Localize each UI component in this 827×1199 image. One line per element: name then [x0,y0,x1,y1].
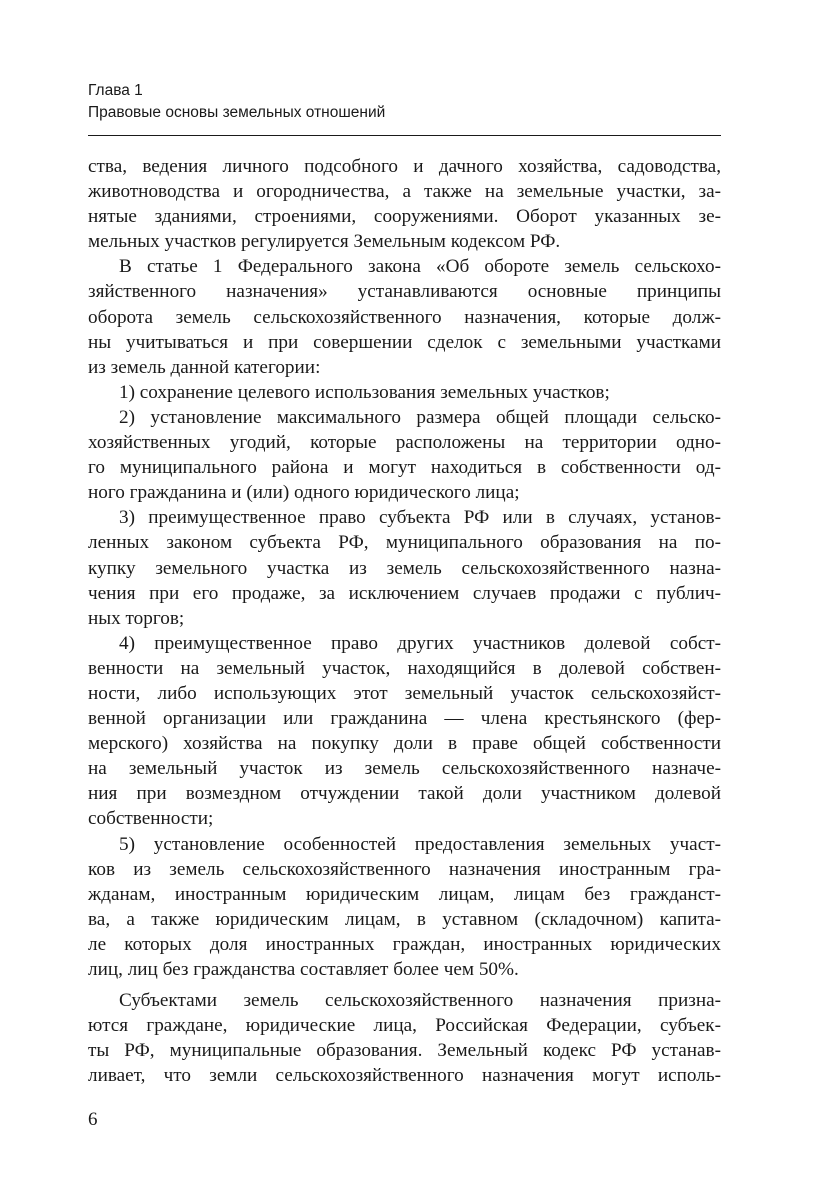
text-line: ния при возмездном отчуждении такой доли участником долевой [88,783,721,805]
text-line: ва, а также юридическим лицам, в уставном (складочном) капита- [88,908,721,930]
text-line: 5) установление особенностей предоставления земельных участ- [119,833,721,855]
page-number: 6 [88,1109,98,1130]
list-item-1 [88,380,721,405]
text-line: 3) преимущественное право субъекта РФ или в случаях, установ- [119,507,721,529]
text-line: на земельный участок из земель сельскохозяйственного назначе- [88,758,721,780]
text-line: ны учитываться и при совершении сделок с земельными участками [88,331,721,353]
text-line: из земель данной категории: [88,356,321,378]
text-line: ливает, что земли сельскохозяйственного назначения могут исполь- [88,1065,721,1087]
text-line: ных торгов; [88,607,185,629]
header-divider [88,135,721,136]
text-line: ты РФ, муниципальные образования. Земельный кодекс РФ устанав- [88,1040,721,1062]
text-line: венной организации или гражданина — члена крестьянского (фер- [88,708,721,730]
list-item-4 [88,631,721,832]
paragraph-subjects [88,988,721,1088]
text-line: ков из земель сельскохозяйственного назначения иностранным гра- [88,858,721,880]
list-item-2 [88,405,721,505]
text-line: ленных законом субъекта РФ, муниципального образования на по- [88,532,721,554]
text-line: купку земельного участка из земель сельскохозяйственного назна- [88,557,721,579]
list-item-3 [88,505,721,630]
body-text [88,154,721,1088]
text-line: ле которых доля иностранных граждан, иностранных юридических [88,933,721,955]
paragraph-article-1 [88,254,721,379]
text-line: Субъектами земель сельскохозяйственного назначения призна- [119,990,721,1012]
text-line: жданам, иностранным юридическим лицам, лицам без гражданст- [88,883,721,905]
text-line: нятые зданиями, строениями, сооружениями. Оборот указанных зе- [88,206,721,228]
text-line: 2) установление максимального размера общей площади сельско- [119,406,721,428]
text-line: животноводства и огородничества, а также на земельные участки, за- [88,181,721,203]
text-line: мельных участков регулируется Земельным кодексом РФ. [88,231,561,253]
text-line: зяйственного назначения» устанавливаются основные принципы [88,281,721,303]
list-item-5 [88,832,721,983]
text-line: ного гражданина и (или) одного юридического лица; [88,482,520,504]
text-line: оборота земель сельскохозяйственного назначения, которые долж- [88,306,721,328]
text-line: го муниципального района и могут находиться в собственности од- [88,457,721,479]
paragraph-continuation [88,154,721,254]
text-line: 4) преимущественное право других участников долевой собст- [119,632,721,654]
chapter-label: Глава 1 [88,82,143,99]
text-line: мерского) хозяйства на покупку доли в праве общей собственности [88,733,721,755]
text-line: ности, либо использующих этот земельный участок сельскохозяйст- [88,682,721,704]
running-head [88,80,720,124]
text-line: лиц, лиц без гражданства составляет более чем 50%. [88,959,519,980]
text-line: 1) сохранение целевого использования земельных участков; [119,381,610,403]
text-line: В статье 1 Федерального закона «Об обороте земель сельскохо- [119,256,721,278]
text-line: ются граждане, юридические лица, Российская Федерации, субъек- [88,1015,721,1037]
text-line: хозяйственных угодий, которые расположены на территории одно- [88,432,721,454]
text-line: чения при его продаже, за исключением случаев продажи с публич- [88,582,721,604]
text-line: собственности; [88,808,214,830]
text-line: венности на земельный участок, находящийся в долевой собствен- [88,657,721,679]
text-line: ства, ведения личного подсобного и дачного хозяйства, садоводства, [88,156,721,177]
chapter-title: Правовые основы земельных отношений [88,104,386,121]
